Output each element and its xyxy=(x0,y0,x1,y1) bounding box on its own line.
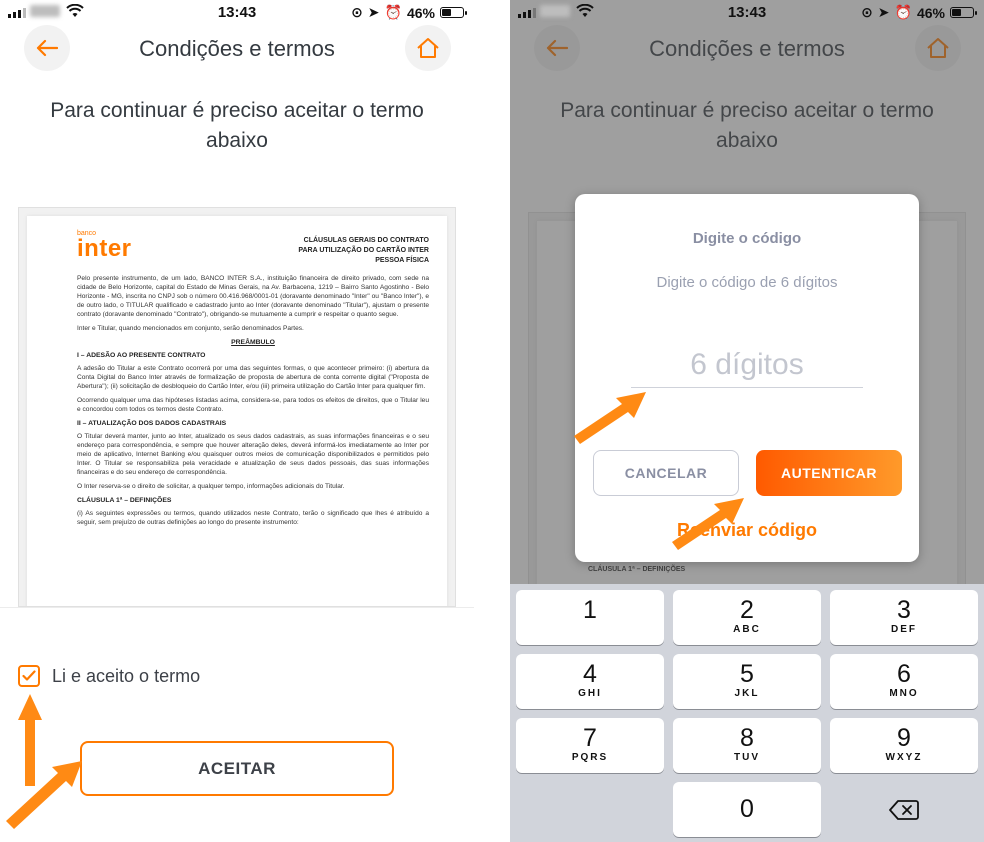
accept-terms-checkbox[interactable] xyxy=(18,665,40,687)
resend-code-link[interactable]: Reenviar código xyxy=(676,520,818,540)
doc-clause-title: CLÁUSULA 1ª – DEFINIÇÕES xyxy=(77,497,172,504)
numeric-keypad xyxy=(510,584,984,842)
alarm-icon: ⏰ xyxy=(894,4,912,20)
lead-text: Para continuar é preciso aceitar o termo abaixo xyxy=(50,99,424,152)
terms-document[interactable] xyxy=(18,207,456,607)
doc-section-title: I – ADESÃO AO PRESENTE CONTRATO xyxy=(77,352,206,359)
alarm-icon: ⏰ xyxy=(384,4,402,20)
accept-terms-label: Li e aceito o termo xyxy=(52,665,201,686)
authenticate-button[interactable]: AUTENTICAR xyxy=(756,450,902,496)
code-input[interactable] xyxy=(631,342,863,388)
doc-paragraph: A adesão do Titular a este Contrato ocorrerá por uma das seguintes formas, o que acontecer primeiro: (i) abertura da Conta Digital do Banco Inter através de formalização de proposta de abertura de conta corrente digital ("Proposta de Abertura"); (ii) solicitação de desbloqueio do Cartão Inter, e/ou (iii) primeira utilização do Cartão Inter para qualquer fim. xyxy=(77,365,429,390)
inter-logo: banco inter xyxy=(77,230,132,262)
battery-percent: 46% xyxy=(916,4,945,21)
accept-terms-row[interactable] xyxy=(18,665,200,687)
key-1[interactable]: 1 xyxy=(516,590,664,645)
cancel-button[interactable]: CANCELAR xyxy=(593,450,739,496)
delete-key[interactable] xyxy=(830,782,978,837)
dialog-title: Digite o código xyxy=(692,230,802,247)
location-icon: ➤ xyxy=(367,4,380,20)
doc-section-title: II – ATUALIZAÇÃO DOS DADOS CADASTRAIS xyxy=(77,420,227,427)
key-8[interactable]: 8 TUV xyxy=(673,718,821,773)
checkmark-icon xyxy=(22,670,36,682)
doc-preamble: PREÂMBULO xyxy=(231,339,275,346)
annotation-arrow-icon xyxy=(668,494,748,556)
rotation-lock-icon: ⊙ xyxy=(861,4,873,20)
divider xyxy=(0,607,474,608)
doc-paragraph: Inter e Titular, quando mencionados em conjunto, serão denominados Partes. xyxy=(77,325,304,332)
key-7[interactable]: 7 PQRS xyxy=(516,718,664,773)
separator xyxy=(474,0,510,842)
document-page xyxy=(27,216,447,607)
key-4[interactable]: 4 GHI xyxy=(516,654,664,709)
key-6[interactable]: 6 MNO xyxy=(830,654,978,709)
battery-fill xyxy=(952,9,961,16)
location-icon: ➤ xyxy=(877,4,890,20)
left-screen xyxy=(0,0,474,842)
key-0[interactable]: 0 xyxy=(673,782,821,837)
key-9[interactable]: 9 WXYZ xyxy=(830,718,978,773)
doc-paragraph: (i) As seguintes expressões ou termos, quando utilizados neste Contrato, terão o significado que lhes é atribuído a seguir, sem prejuízo de outras definições ao longo do presente instrumento: xyxy=(77,510,429,526)
doc-paragraph: Ocorrendo qualquer uma das hipóteses listadas acima, considera-se, para todos os efeitos de direitos, que o Titular leu e concordou com todos os termos deste Contrato. xyxy=(77,397,429,413)
annotation-arrow-icon xyxy=(0,755,90,835)
backspace-icon xyxy=(889,799,919,821)
key-2[interactable]: 2 ABC xyxy=(673,590,821,645)
right-screen xyxy=(510,0,984,842)
home-button[interactable] xyxy=(405,25,451,71)
doc-paragraph: O Titular deverá manter, junto ao Inter, atualizado os seus dados cadastrais, as suas informações financeiras e o seu endereço para correspondência, e sempre que houver alteração deles, deverá informá-los imediatamente ao Inter por meio de aplicativo, Internet Banking e/ou quaisquer outros meios de comunicação disponibilizados e permitidos pelo Inter. O Titular se responsabiliza pela veracidade e atualização de seus dados pessoais, das suas informações financeiras e do seu endereço de correspondência. xyxy=(77,433,429,476)
home-icon xyxy=(416,37,440,59)
page-title: Condições e termos xyxy=(139,36,335,61)
rotation-lock-icon: ⊙ xyxy=(351,4,363,20)
status-time: 13:43 xyxy=(727,4,767,21)
battery-icon xyxy=(440,7,464,18)
dialog-subtitle: Digite o código de 6 dígitos xyxy=(656,274,838,291)
battery-fill xyxy=(442,9,451,16)
doc-paragraph: O Inter reserva-se o direito de solicitar, a qualquer tempo, informações adicionais do Titular. xyxy=(77,483,345,490)
status-bar xyxy=(510,0,984,26)
document-heading: CLÁUSULAS GERAIS DO CONTRATO PARA UTILIZAÇÃO DO CARTÃO INTER PESSOA FÍSICA xyxy=(298,237,429,264)
document-body xyxy=(77,274,429,532)
battery-percent: 46% xyxy=(406,4,435,21)
battery-icon xyxy=(950,7,974,18)
key-5[interactable]: 5 JKL xyxy=(673,654,821,709)
annotation-arrow-icon xyxy=(570,388,650,450)
status-bar xyxy=(0,0,474,26)
key-3[interactable]: 3 DEF xyxy=(830,590,978,645)
status-time: 13:43 xyxy=(217,4,257,21)
doc-paragraph: Pelo presente instrumento, de um lado, BANCO INTER S.A., instituição financeira de direito privado, com sede na cidade de Belo Horizonte, capital do Estado de Minas Gerais, na Av. Barbacena, 1219 – Bairro Santo Agostinho - Belo Horizonte - MG, inscrita no CNPJ sob o número 00.416.968/0001-01 (doravante denominado "Inter" ou "Banco Inter"), e de outro lado, o TITULAR qualificado e cadastrado junto ao Inter (doravante denominado "Titular"), ajustam o presente contrato (doravante denominado "Contrato"), obrigando-se mutuamente a cumprir e respeitar o quanto segue. xyxy=(77,275,429,318)
accept-button[interactable]: ACEITAR xyxy=(80,741,394,796)
